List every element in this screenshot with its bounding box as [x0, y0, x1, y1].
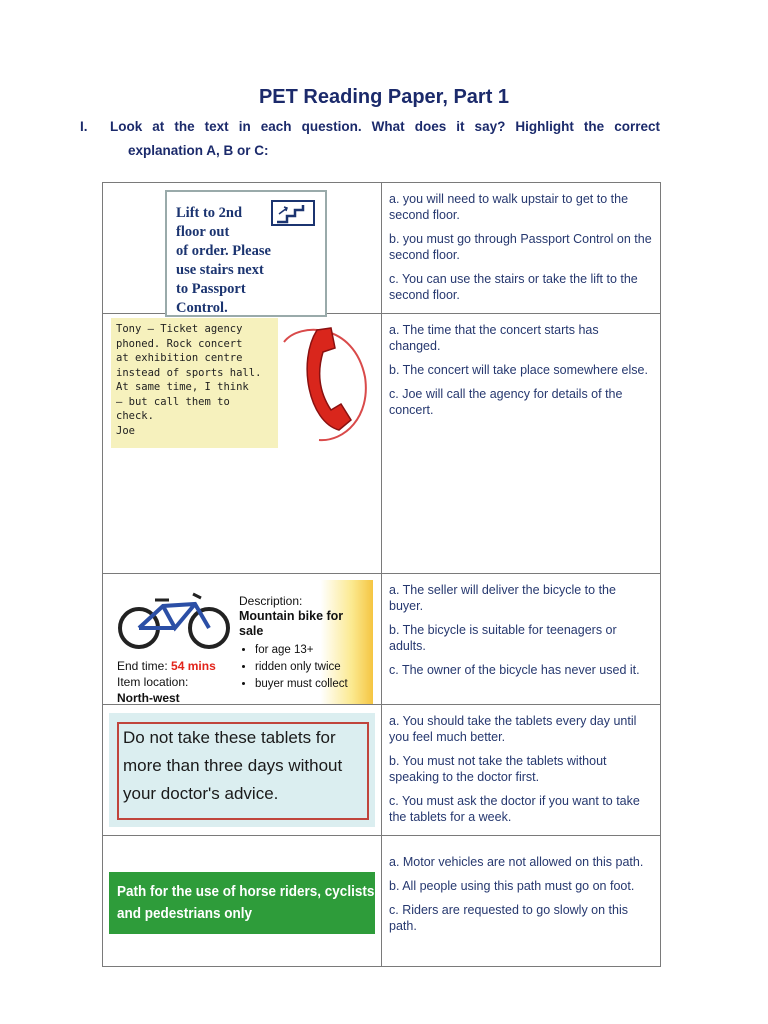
page-title: PET Reading Paper, Part 1	[258, 86, 510, 108]
notice-text: Path for the use of horse riders, cyclists and pedestrians only	[117, 883, 375, 922]
bike-heading: Mountain bike for sale	[239, 609, 344, 638]
instruction-number: I.	[80, 119, 88, 134]
notice-text: Lift to 2nd floor out of order. Please use stairs next to Passport Control.	[176, 205, 271, 316]
bicycle-icon	[115, 588, 233, 650]
options-cell	[382, 183, 661, 314]
notice-text: Tony – Ticket agency phoned. Rock concert at exhibition centre instead of sports hall. At same time, I think – but call them to check. Joe	[116, 323, 262, 437]
options-cell	[382, 574, 661, 705]
notice-cell	[103, 574, 382, 705]
telephone-icon	[279, 322, 369, 442]
stairs-icon	[271, 200, 315, 226]
bike-ad	[111, 580, 373, 704]
options-cell	[382, 314, 661, 574]
notice-cell	[103, 314, 382, 574]
tablets-notice	[109, 713, 375, 827]
location-value: North-west	[117, 691, 180, 705]
lift-notice	[165, 190, 327, 317]
end-time-value: 54 mins	[171, 659, 216, 673]
question-row	[103, 705, 661, 836]
option-b[interactable]: b. you must go through Passport Control on the second floor.	[389, 232, 652, 262]
option-b[interactable]: b. The concert will take place somewhere else.	[389, 363, 648, 377]
description-label: Description:	[239, 594, 303, 608]
option-c[interactable]: c. The owner of the bicycle has never used it.	[389, 663, 640, 677]
question-row	[103, 836, 661, 967]
option-a[interactable]: a. You should take the tablets every day until you feel much better.	[389, 714, 637, 744]
notice-cell	[103, 836, 382, 967]
option-c[interactable]: c. You can use the stairs or take the lift to the second floor.	[389, 272, 638, 302]
bullet: • buyer must collect	[255, 676, 349, 693]
option-b[interactable]: b. You must not take the tablets without speaking to the doctor first.	[389, 754, 607, 784]
end-time-label: End time:	[117, 659, 168, 673]
notice-border	[117, 722, 369, 820]
options-cell	[382, 836, 661, 967]
bike-end-info	[117, 658, 216, 706]
question-row	[103, 183, 661, 314]
bullet: • for age 13+	[255, 642, 349, 659]
phone-message-note	[111, 318, 278, 448]
instruction-line-1: Look at the text in each question. What does it say? Highlight the correct	[110, 119, 660, 134]
location-label: Item location:	[117, 675, 189, 689]
option-b[interactable]: b. All people using this path must go on foot.	[389, 879, 635, 893]
bullet: • ridden only twice	[255, 659, 349, 676]
questions-table	[102, 182, 661, 967]
bike-description	[239, 594, 349, 693]
instruction-line-2: explanation A, B or C:	[128, 143, 269, 158]
option-c[interactable]: c. Joe will call the agency for details of the concert.	[389, 387, 623, 417]
option-b[interactable]: b. The bicycle is suitable for teenagers or adults.	[389, 623, 617, 653]
question-row	[103, 574, 661, 705]
question-row	[103, 314, 661, 574]
options-cell	[382, 705, 661, 836]
notice-text: Do not take these tablets for more than three days without your doctor's advice.	[123, 728, 343, 803]
option-a[interactable]: a. Motor vehicles are not allowed on this path.	[389, 855, 644, 869]
notice-cell	[103, 183, 382, 314]
option-a[interactable]: a. The time that the concert starts has changed.	[389, 323, 599, 353]
option-c[interactable]: c. Riders are requested to go slowly on this path.	[389, 903, 629, 933]
path-sign	[109, 872, 375, 934]
option-c[interactable]: c. You must ask the doctor if you want to take the tablets for a week.	[389, 794, 640, 824]
option-a[interactable]: a. The seller will deliver the bicycle to the buyer.	[389, 583, 616, 613]
notice-cell	[103, 705, 382, 836]
option-a[interactable]: a. you will need to walk upstair to get to the second floor.	[389, 192, 629, 222]
